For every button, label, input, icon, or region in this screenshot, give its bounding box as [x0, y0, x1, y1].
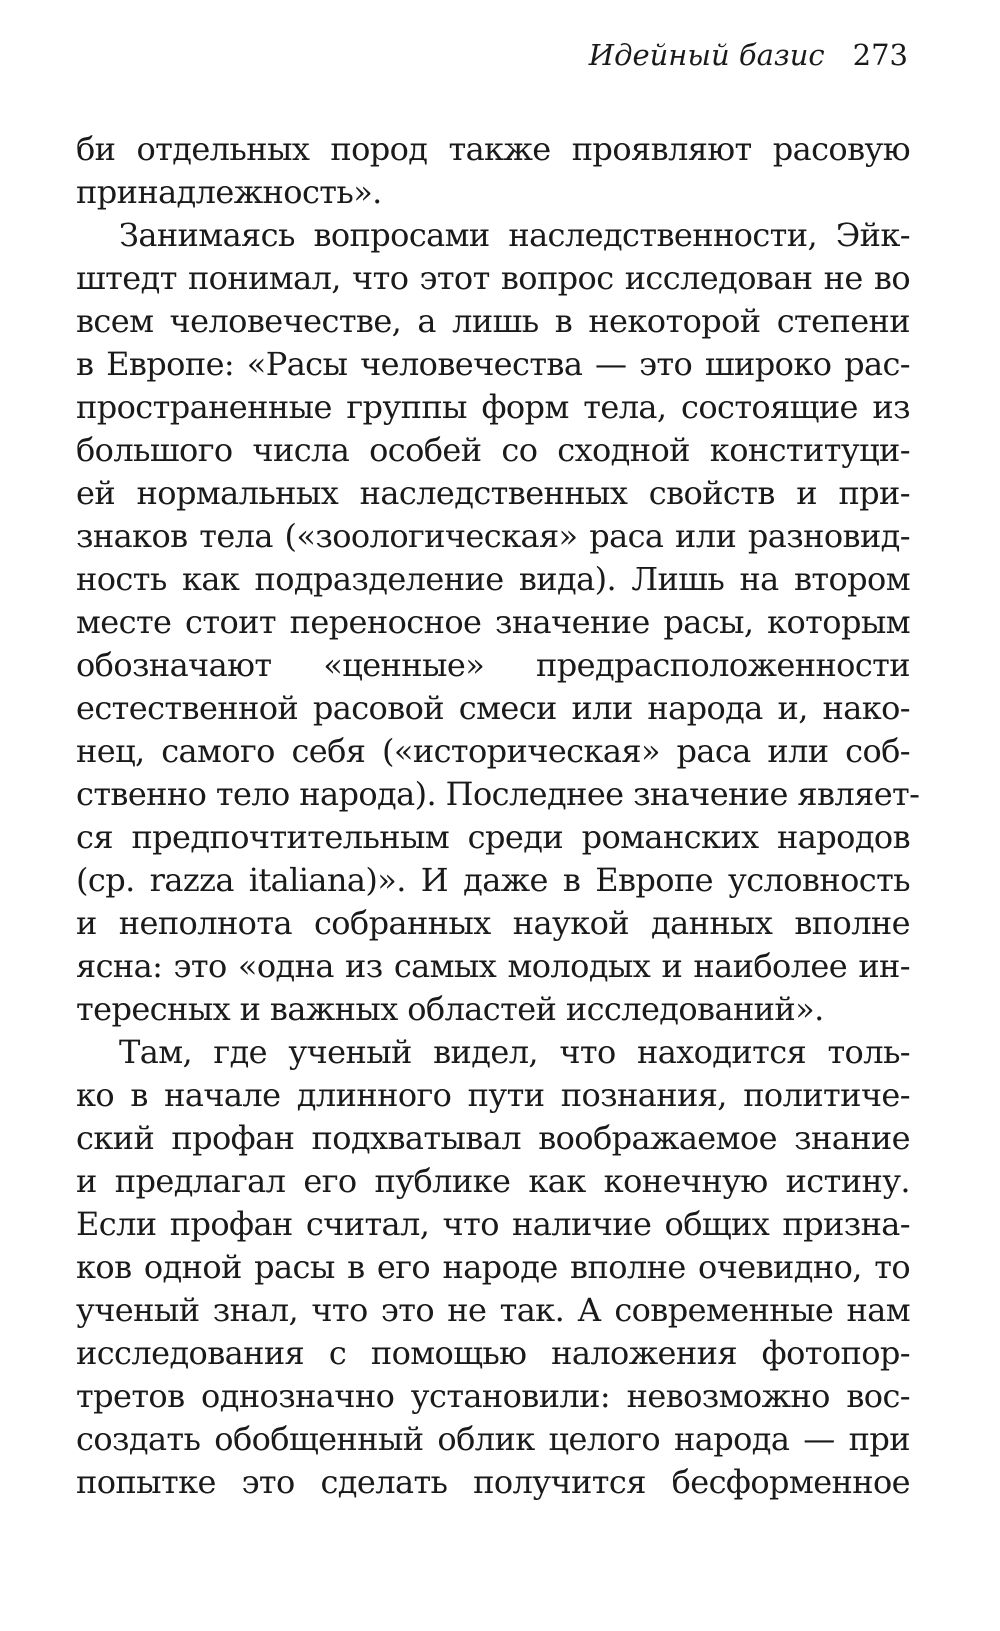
text-line: тересных и важных областей исследований».: [76, 990, 824, 1028]
paragraph: [76, 128, 910, 214]
text-line: ность как подразделение вида). Лишь на втором: [76, 560, 910, 598]
text-line: ей нормальных наследственных свойств и при-: [76, 474, 910, 512]
text-line: создать обобщенный облик целого народа — при: [76, 1420, 910, 1458]
text-line: третов однозначно установили: невозможно вос-: [76, 1377, 910, 1415]
text-line: ся предпочтительным среди романских народов: [76, 818, 910, 856]
text-line: ков одной расы в его народе вполне очевидно, то: [76, 1248, 910, 1286]
text-line: ко в начале длинного пути познания, политиче-: [76, 1076, 910, 1114]
text-line: Если профан считал, что наличие общих призна-: [76, 1205, 910, 1243]
text-line: ясна: это «одна из самых молодых и наиболее ин-: [76, 947, 910, 985]
text-line: большого числа особей со сходной конституци-: [76, 431, 910, 469]
running-title: Идейный базис: [588, 38, 825, 72]
text-line: ский профан подхватывал воображаемое знание: [76, 1119, 910, 1157]
text-line: принадлежность».: [76, 173, 382, 211]
text-line: попытке это сделать получится бесформенное: [76, 1463, 910, 1501]
paragraph: [76, 1031, 910, 1504]
text-line: пространенные группы форм тела, состоящие из: [76, 388, 910, 426]
text-line: и неполнота собранных наукой данных вполне: [76, 904, 910, 942]
text-line: Занимаясь вопросами наследственности, Эйк-: [119, 216, 910, 254]
body-text: [76, 128, 920, 1504]
paragraph: [76, 214, 920, 1031]
text-line: штедт понимал, что этот вопрос исследован не во: [76, 259, 910, 297]
text-line: и предлагал его публике как конечную истину.: [76, 1162, 910, 1200]
text-line: ственно тело народа). Последнее значение являет-: [76, 775, 920, 813]
text-line: (ср. razza italiana)». И даже в Европе условность: [76, 861, 910, 899]
page-number: 273: [852, 38, 908, 72]
text-line: би отдельных пород также проявляют расовую: [76, 130, 910, 168]
text-line: ученый знал, что это не так. А современные нам: [76, 1291, 910, 1329]
text-line: исследования с помощью наложения фотопор-: [76, 1334, 910, 1372]
text-line: Там, где ученый видел, что находится толь-: [119, 1033, 910, 1071]
text-line: естественной расовой смеси или народа и, нако-: [76, 689, 910, 727]
text-line: в Европе: «Расы человечества — это широко рас-: [76, 345, 910, 383]
text-line: месте стоит переносное значение расы, которым: [76, 603, 910, 641]
text-line: обозначают «ценные» предрасположенности: [76, 646, 910, 684]
text-line: всем человечестве, а лишь в некоторой степени: [76, 302, 910, 340]
running-head: [589, 38, 908, 72]
text-line: нец, самого себя («историческая» раса или соб-: [76, 732, 910, 770]
text-line: знаков тела («зоологическая» раса или разновид-: [76, 517, 910, 555]
